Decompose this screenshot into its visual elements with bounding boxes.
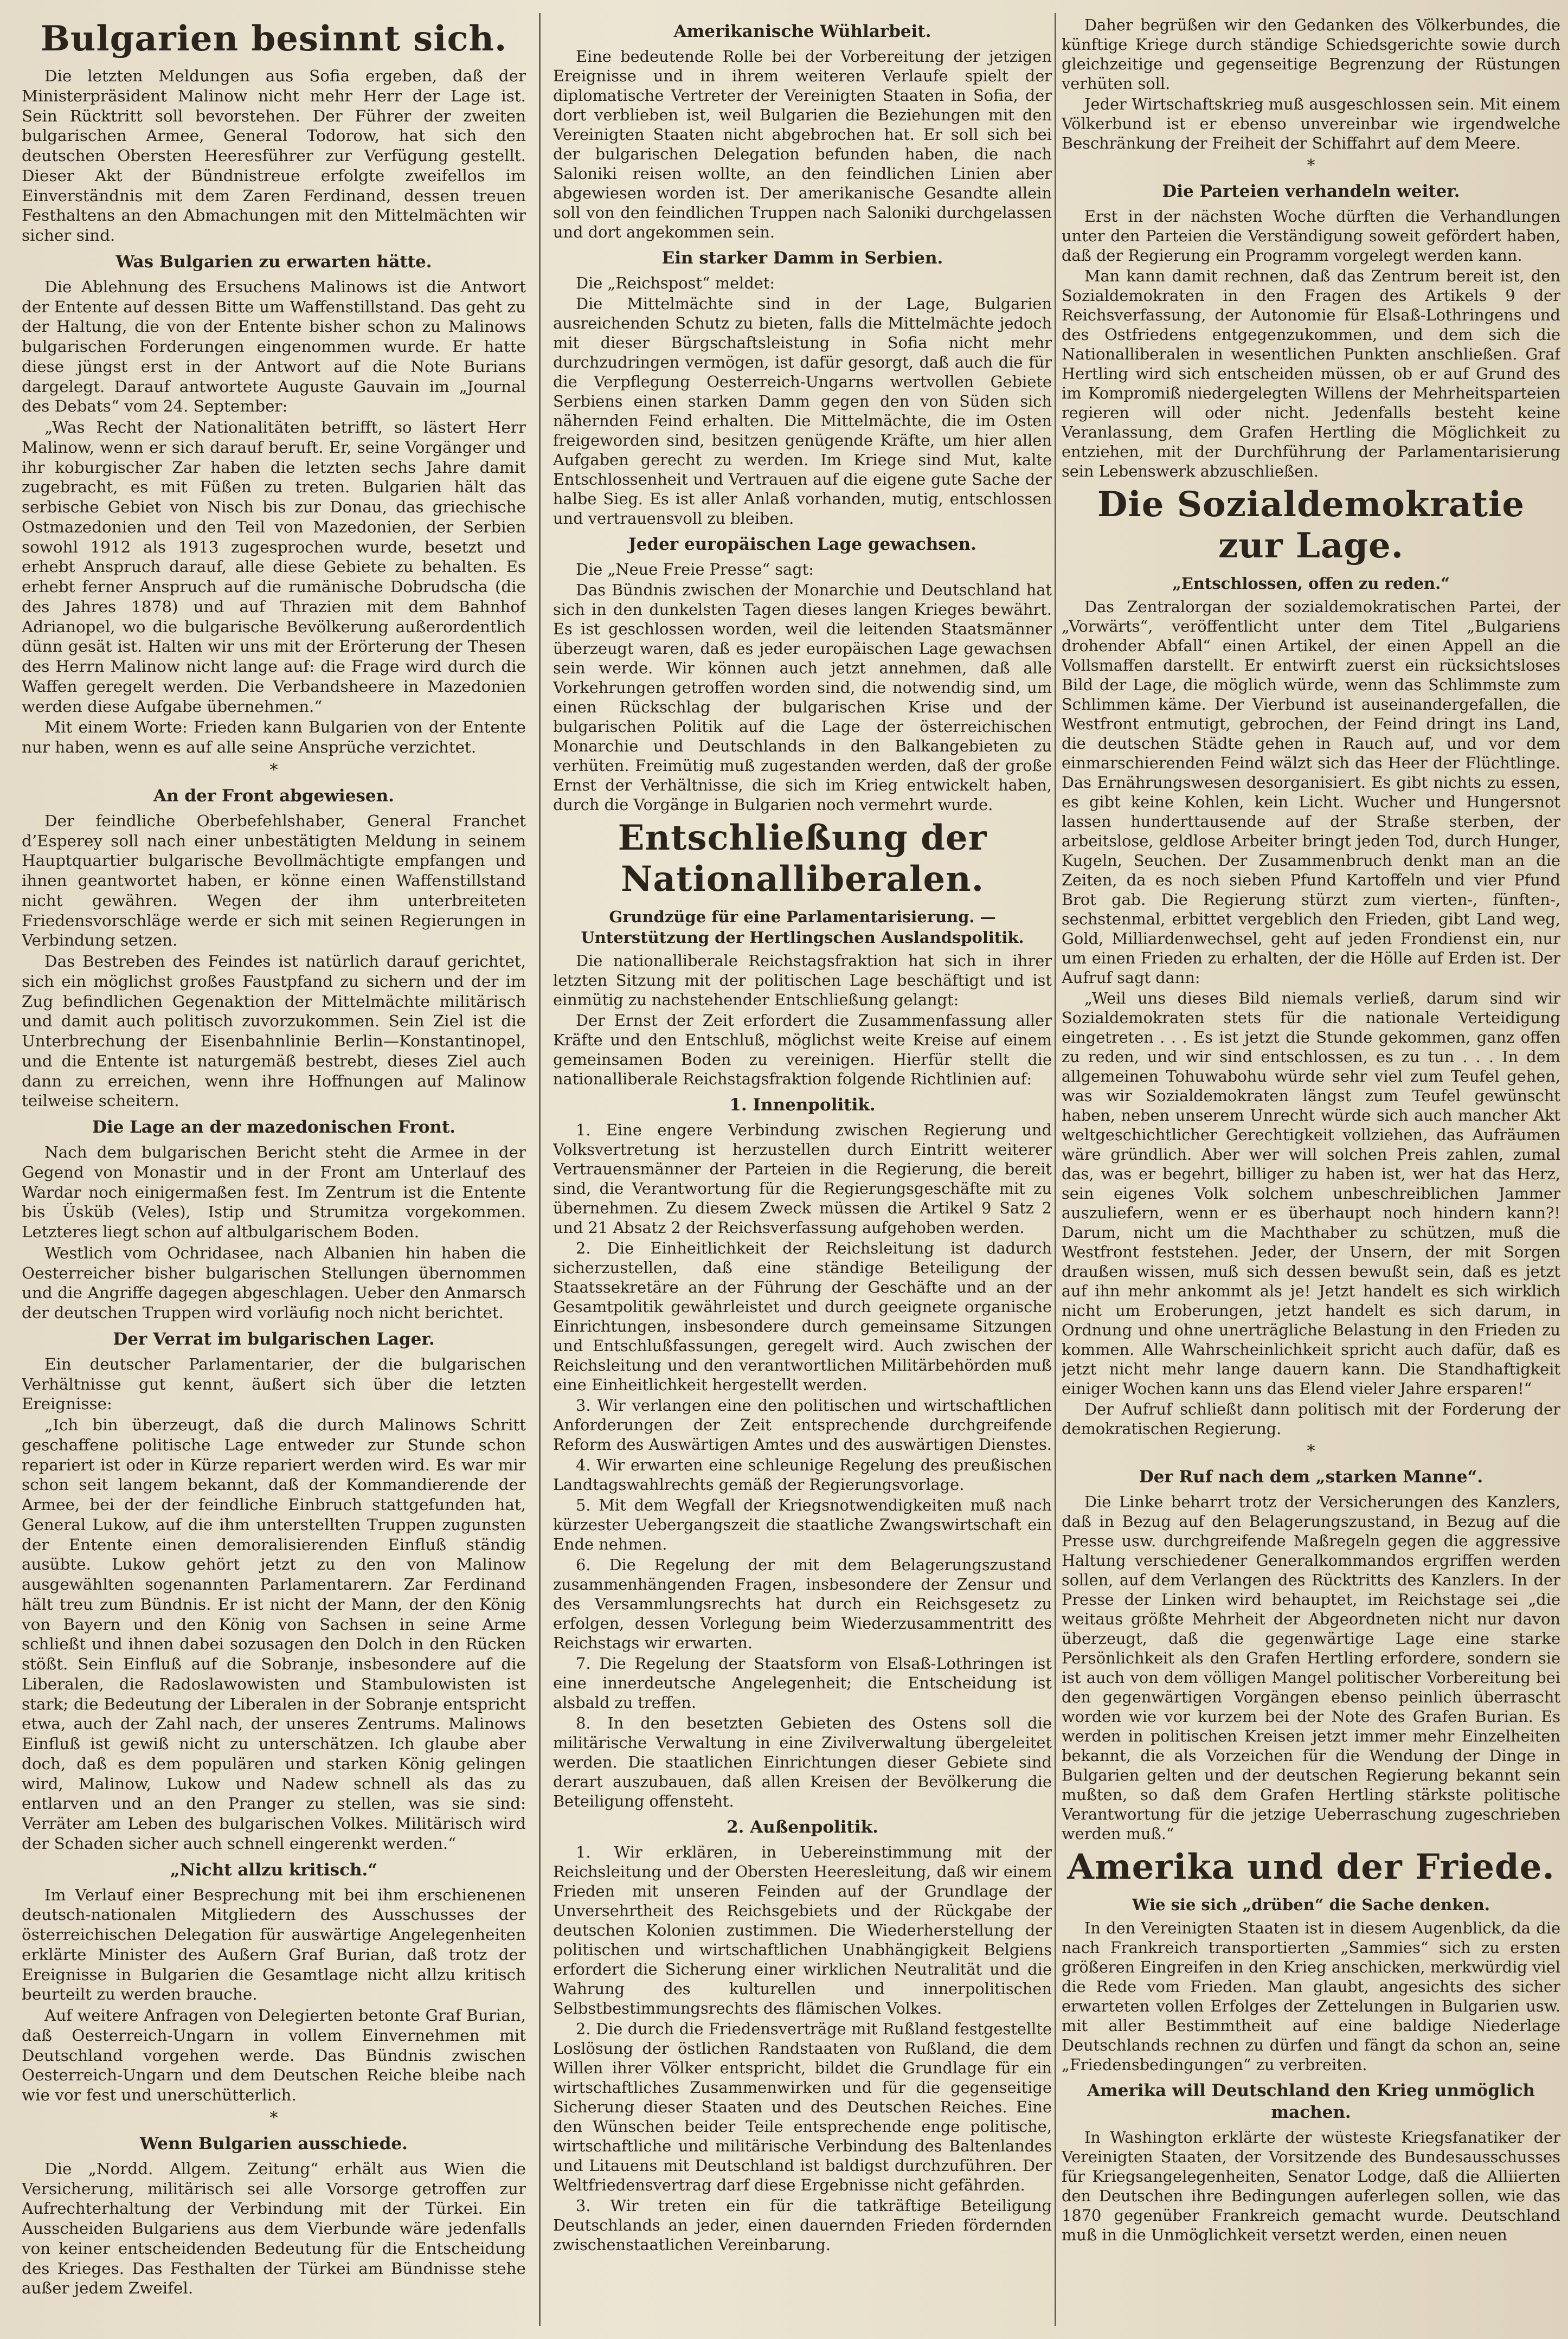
article-subtitle: Grundzüge für eine Parlamentarisierung. — Unterstützung der Hertlingschen Auslandspolitik.: [581, 908, 1024, 947]
body-paragraph: Die letzten Meldungen aus Sofia ergeben, daß der Ministerpräsident Malinow nicht mehr Herr der Lage ist. Sein Rücktritt soll bevorstehen. Der Führer der zweiten bulgarischen Armee, General Todorow, hat sich den deutschen Obersten Heeresführer zur Verfügung gestellt. Dieser Akt der Bündnistreue erfolgte zweifellos im Einverständnis mit dem Zaren Ferdinand, dessen treuen Festhaltens an den Abmachungen mit den Mittelmächten wir sicher sind.: [22, 67, 526, 245]
article-subtitle: Wie sie sich „drüben“ die Sache denken.: [1132, 1895, 1490, 1914]
body-paragraph: Die „Reichspost“ meldet:: [576, 274, 775, 292]
body-paragraph: 8. In den besetzten Gebieten des Ostens soll die militärische Verwaltung in eine Zivilverwaltung übergeleitet werden. Die staatlichen Einrichtungen dieser Gebiete sind derart auszubauen, daß allen Kreisen der Bevölkerung die Beteiligung offensteht.: [553, 1714, 1052, 1810]
section-separator: *: [269, 2108, 278, 2128]
body-paragraph: Der Aufruf schließt dann politisch mit der Forderung der demokratischen Regierung.: [1062, 1400, 1560, 1438]
article-subtitle: „Entschlossen, offen zu reden.“: [1172, 574, 1450, 593]
column-2: [553, 15, 1052, 2328]
section-heading: Die Lage an der mazedonischen Front.: [92, 1117, 456, 1137]
body-paragraph: 5. Mit dem Wegfall der Kriegsnotwendigkeiten muß nach kürzester Uebergangszeit die staatliche Zwangswirtschaft ein Ende nehmen.: [553, 1496, 1052, 1553]
body-paragraph: 2. Die Einheitlichkeit der Reichsleitung ist dadurch sicherzustellen, daß eine ständige Beteiligung der Staatssekretäre an der Führung der Geschäfte und an der Gesamtpolitik gewährleistet und durch geeignete organische Einrichtungen, insbesondere durch gemeinsame Sitzungen und Entschlußfassungen, geregelt wird. Auch zwischen der Reichsleitung und den verantwortlichen Militärbehörden muß eine Einheitlichkeit hergestellt werden.: [553, 1239, 1052, 1394]
body-paragraph: Die „Neue Freie Presse“ sagt:: [576, 560, 814, 579]
body-paragraph: „Was Recht der Nationalitäten betrifft, so lästert Herr Malinow, wenn er sich darauf beruft. Er, seine Vorgänger und ihr koburgischer Zar haben die letzten sechs Jahre damit zugebracht, es mit Füßen zu treten. Bulgarien hält das serbische Gebiet von Nisch bis zur Donau, das griechische Ostmazedonien und den Teil von Mazedonien, der Serbien sowohl 1912 als 1913 zugesprochen wurde, besetzt und erhebt Anspruch darauf, alle diese Gebiete zu behalten. Es erhebt ferner Anspruch auf die rumänische Dobrudscha (die des Jahres 1878) und auf Thrazien mit dem Bahnhof Adrianopel, wo die bulgarische Bevölkerung außerordentlich dünn gesät ist. Halten wir uns mit der Erörterung der Thesen des Herrn Malinow nicht lange auf: die Frage wird durch die Waffen geregelt werden. Die Verbandsheere in Mazedonien werden diese Aufgabe übernehmen.“: [22, 418, 526, 716]
body-paragraph: Westlich vom Ochridasee, nach Albanien hin haben die Oesterreicher bisher bulgarischen Stellungen übernommen und die Angriffe dagegen abgeschlagen. Ueber den Anmarsch der deutschen Truppen wird vorläufig noch nicht berichtet.: [22, 1243, 526, 1322]
article-headline: Die Sozialdemokratie zur Lage.: [1097, 484, 1525, 566]
body-paragraph: 1. Wir erklären, in Uebereinstimmung mit der Reichsleitung und der Obersten Heeresleitung, daß wir einem Frieden mit unseren Feinden auf der Grundlage der Unversehrtheit des Reichsgebiets und der Rückgabe der deutschen Kolonien zustimmen. Die Wiederherstellung der politischen und wirtschaftlichen Unabhängigkeit Belgiens erfordert die Sicherung einer wirklichen Neutralität und die Wahrung des kulturellen und innerpolitischen Selbstbestimmungsrechts des flämischen Volkes.: [553, 1843, 1052, 2017]
column-divider: [1055, 13, 1056, 2326]
body-paragraph: 4. Wir erwarten eine schleunige Regelung des preußischen Landtagswahlrechts gemäß der Regierungsvorlage.: [553, 1456, 1052, 1494]
body-paragraph: In den Vereinigten Staaten ist in diesem Augenblick, da die nach Frankreich transportierten „Sammies“ sich zu ersten größeren Eingreifen in den Krieg anschicken, merkwürdig viel die Rede vom Frieden. Man glaubt, angesichts des sicher erwarteten vollen Erfolges der Zettelungen in Bulgarien usw. mit aller Bestimmtheit auf eine baldige Niederlage Deutschlands rechnen zu dürfen und fängt da schon an, seine „Friedensbedingungen“ zu verbreiten.: [1062, 1919, 1560, 2074]
body-paragraph: 6. Die Regelung der mit dem Belagerungszustand zusammenhängenden Fragen, insbesondere der Zensur und des Versammlungsrechts hat durch ein Reichsgesetz zu erfolgen, dessen Vorlegung beim Wiederzusammentritt des Reichstags wir erwarten.: [553, 1556, 1052, 1652]
body-paragraph: Man kann damit rechnen, daß das Zentrum bereit ist, den Sozialdemokraten in den Fragen des Artikels 9 der Reichsverfassung, der Autonomie für Elsaß-Lothringens und des Ostfriedens entgegenzukommen, und dem sich die Nationalliberalen in wesentlichen Punkten anschließen. Graf Hertling wird sich entscheiden müssen, ob er auf Grund des im Kompromiß niedergelegten Willens der Mehrheitsparteien regieren will oder nicht. Jedenfalls besteht keine Veranlassung, dem Grafen Hertling die Möglichkeit zu entziehen, mit der Durchführung der Parlamentarisierung sein Lebenswerk abzuschließen.: [1062, 267, 1560, 480]
body-paragraph: Erst in der nächsten Woche dürften die Verhandlungen unter den Parteien die Verständigung soweit gefördert haben, daß der Regierung ein Programm vorgelegt werden kann.: [1062, 207, 1560, 265]
body-paragraph: Der Ernst der Zeit erfordert die Zusammenfassung aller Kräfte und den Entschluß, möglichst weite Kreise auf einem gemeinsamen Boden zu vereinigen. Hierfür stellt die nationalliberale Reichstagsfraktion folgende Richtlinien auf:: [553, 1011, 1052, 1088]
section-separator: *: [1307, 156, 1315, 175]
article-headline: Amerika und der Friede.: [1067, 1847, 1555, 1887]
section-heading: Wenn Bulgarien ausschiede.: [140, 2134, 408, 2154]
section-heading: Der Ruf nach dem „starken Manne“.: [1139, 1467, 1483, 1487]
section-heading: Jeder europäischen Lage gewachsen.: [628, 535, 976, 554]
section-heading: 1. Innenpolitik.: [729, 1095, 876, 1115]
body-paragraph: Auf weitere Anfragen von Delegierten betonte Graf Burian, daß Oesterreich-Ungarn in vollem Einvernehmen mit Deutschland vorgehen werde. Das Bündnis zwischen Oesterreich-Ungarn und dem Deutschen Reiche bleibe nach wie vor fest und unerschütterlich.: [22, 2006, 526, 2104]
section-heading: Die Parteien verhandeln weiter.: [1162, 182, 1460, 201]
column-3: [1062, 15, 1560, 2328]
body-paragraph: Der feindliche Oberbefehlshaber, General Franchet d’Esperey soll nach einer unbestätigten Meldung in seinem Hauptquartier bulgarische Bevollmächtigte empfangen und ihnen geantwortet haben, er könne einen Waffenstillstand nicht gewähren. Wegen der ihm unterbreiteten Friedensvorschläge werde er sich mit seinen Regierungen in Verbindung setzen.: [22, 811, 526, 950]
body-paragraph: Daher begrüßen wir den Gedanken des Völkerbundes, die künftige Kriege durch ständige Schiedsgerichte sowie durch gleichzeitige und gegenseitige Begrenzung der Rüstungen verhüten soll.: [1062, 16, 1560, 93]
body-paragraph: Mit einem Worte: Frieden kann Bulgarien von der Entente nur haben, wenn es auf alle seine Ansprüche verzichtet.: [22, 718, 526, 756]
body-paragraph: Die Linke beharrt trotz der Versicherungen des Kanzlers, daß in Bezug auf den Belagerungszustand, in Bezug auf die Presse usw. durchgreifende Maßregeln gegen die aggressive Haltung verschiedener Generalkommandos ergriffen werden sollen, auf dem Verlangen des Rücktritts des Kanzlers. In der Presse der Linken wird behauptet, im Reichstage sei „die weitaus größte Mehrheit der Abgeordneten nicht nur davon überzeugt, daß die gegenwärtige Lage eine starke Persönlichkeit als den Grafen Hertling erfordere, sondern sie ist auch von dem völligen Mangel politischer Vorbereitung bei den gegenwärtigen Vorgängen ebenso peinlich überrascht worden wie vor kurzem bei der Note des Grafen Burian. Es werden in politischen Kreisen jetzt immer mehr Einzelheiten bekannt, die als Vorzeichen für die Wendung der Dinge in Bulgarien gelten und der deutschen Regierung bekannt sein mußten, so daß dem Grafen Hertling stärkste politische Verantwortung für die jetzige Ueberraschung zugeschrieben werden muß.“: [1062, 1493, 1560, 1843]
body-paragraph: 3. Wir treten ein für die tatkräftige Beteiligung Deutschlands an jeder, einen dauernden Frieden fördernden zwischenstaatlichen Vereinbarung.: [553, 2196, 1052, 2254]
section-heading: Ein starker Damm in Serbien.: [661, 248, 943, 268]
section-heading: Amerikanische Wühlarbeit.: [673, 22, 931, 41]
body-paragraph: 2. Die durch die Friedensverträge mit Rußland festgestellte Loslösung der östlichen Randstaaten von Rußland, die dem Willen ihrer Völker entspricht, bildet die Grundlage für ein wirtschaftliches Zusammenwirken und für die gegenseitige Sicherung dieser Staaten und des Deutschen Reiches. Eine den Wünschen beider Teile entsprechende enge politische, wirtschaftliche und militärische Verbindung des Baltenlandes und Litauens mit Deutschland ist baldigst durchzuführen. Der Weltfriedensvertrag darf diese Ergebnisse nicht gefährden.: [553, 2020, 1052, 2194]
column-1: [22, 15, 526, 2328]
section-heading: Der Verrat im bulgarischen Lager.: [113, 1329, 435, 1349]
body-paragraph: Die Ablehnung des Ersuchens Malinows ist die Antwort der Entente auf dessen Bitte um Waffenstillstand. Das geht zu der Haltung, die von der Entente bisher schon zu Malinows bulgarischen Forderungen eingenommen wurde. Er hatte diese jüngst erst in der Antwort auf die Note Burians dargelegt. Darauf antwortete Auguste Gauvain im „Journal des Debats“ vom 24. September:: [22, 277, 526, 416]
section-heading: 2. Außenpolitik.: [727, 1817, 878, 1837]
article-headline: Entschließung der Nationalliberalen.: [618, 818, 987, 899]
section-separator: *: [269, 760, 278, 780]
body-paragraph: In Washington erklärte der wüsteste Kriegsfanatiker der Vereinigten Staaten, der Vorsitzende des Bundesausschusses für Kriegsangelegenheiten, Senator Lodge, daß die Alliierten den Deutschen ihre Bedingungen auferlegen sollen, wie das 1870 gegenüber Frankreich gemacht wurde. Deutschland muß in die Unmöglichkeit versetzt werden, einen neuen: [1062, 2128, 1560, 2244]
body-paragraph: 7. Die Regelung der Staatsform von Elsaß-Lothringen ist eine innerdeutsche Angelegenheit; die Entscheidung ist alsbald zu treffen.: [553, 1654, 1052, 1712]
body-paragraph: Das Zentralorgan der sozialdemokratischen Partei, der „Vorwärts“, veröffentlicht unter dem Titel „Bulgariens drohender Abfall“ einen Artikel, der einen Appell an die Vollsmaffen darstellt. Er entwirft zuerst ein rücksichtsloses Bild der Lage, die möglich würde, wenn das Schlimmste zum Schlimmen käme. Der Vierbund ist auseinandergefallen, die Westfront entmutigt, gebrochen, der Feind dringt ins Land, die deutschen Städte gehen in Rauch auf, und vor dem einmarschierenden Feind wälzt sich das Heer der Flüchtlinge. Das Ernährungswesen desorganisiert. Es gibt nichts zu essen, es gibt keine Kohlen, kein Licht. Wucher und Hungersnot lassen hunderttausende auf der Straße sterben, der arbeitslose, geldlose Arbeiter bringt jeden Tod, durch Hunger, Kugeln, Seuchen. Der Zusammenbruch denkt man an die Zeiten, da es noch sieben Pfund Kartoffeln und vier Pfund Brot gab. Die Regierung stürzt zum vierten-, fünften-, sechstenmal, erbittet vergeblich den Frieden, gibt Land weg, Gold, Milliardenwechsel, geht auf jeden Frondienst ein, nur um einen Frieden zu erhalten, der die Hölle auf Erden ist. Der Aufruf sagt dann:: [1062, 597, 1560, 987]
body-paragraph: Im Verlauf einer Besprechung mit bei ihm erschienenen deutsch-nationalen Mitgliedern des Ausschusses der österreichischen Delegation für auswärtige Angelegenheiten erklärte Minister des Außern Graf Burian, daß trotz der Ereignisse in Bulgarien die Gesamtlage nicht allzu kritisch beurteilt zu werden brauche.: [22, 1885, 526, 2004]
section-heading: „Nicht allzu kritisch.“: [170, 1860, 378, 1880]
section-heading: An der Front abgewiesen.: [153, 786, 394, 806]
body-paragraph: Die Mittelmächte sind in der Lage, Bulgarien ausreichenden Schutz zu bieten, falls die Mittelmächte jedoch mit dieser Bürgschaftsleistung in Sofia nicht mehr durchzudringen vermögen, ist dafür gesorgt, daß auch die für die Verpflegung Oesterreich-Ungarns wertvollen Gebiete Serbiens einen starken Damm gegen den von Süden sich nähernden Feind erhalten. Die Mittelmächte, die im Osten freigeworden sind, besitzen genügende Kräfte, um hier allen Aufgaben gerecht zu werden. Im Kriege sind Mut, kalte Entschlossenheit und Vertrauen auf die eigene gute Sache der halbe Sieg. Es ist aller Anlaß vorhanden, mutig, entschlossen und vertrauensvoll zu bleiben.: [553, 294, 1052, 528]
body-paragraph: 3. Wir verlangen eine den politischen und wirtschaftlichen Anforderungen der Zeit entsprechende durchgreifende Reform des Auswärtigen Amtes und des auswärtigen Dienstes.: [553, 1396, 1052, 1454]
column-divider: [539, 13, 541, 2326]
body-paragraph: Nach dem bulgarischen Bericht steht die Armee in der Gegend von Monastir und in der Front am Unterlauf des Wardar noch einigermaßen fest. Im Zentrum ist die Entente bis Üsküb (Veles), Istip und Strumitza vorgekommen. Letzteres liegt schon auf altbulgarischem Boden.: [22, 1143, 526, 1241]
body-paragraph: Das Bestreben des Feindes ist natürlich darauf gerichtet, sich ein möglichst großes Faustpfand zu sichern und der im Zug befindlichen Gegenaktion der Mittelmächte militärisch und damit auch politisch zuvorzukommen. Sein Ziel ist die Unterbrechung der Eisenbahnlinie Berlin—Konstantinopel, und die Entente ist naturgemäß bestrebt, dieses Ziel auch dann zu erreichen, wenn ihre Hoffnungen auf Malinow teilweise scheitern.: [22, 952, 526, 1110]
body-paragraph: Jeder Wirtschaftskrieg muß ausgeschlossen sein. Mit einem Völkerbund ist er ebenso unvereinbar wie irgendwelche Beschränkung der Freiheit der Schiffahrt auf dem Meere.: [1062, 95, 1560, 152]
body-paragraph: „Ich bin überzeugt, daß die durch Malinows Schritt geschaffene politische Lage entweder zur Stunde schon repariert ist oder in Kürze repariert werden wird. Es war mir schon seit langem bekannt, daß der Kommandierende der Armee, bei der der feindliche Einbruch stattgefunden hat, General Lukow, auf die ihm unterstellten Truppen zugunsten der Entente einen demoralisierenden Einfluß ständig ausübte. Lukow gehört jetzt zu den von Malinow ausgewählten sogenannten Parlamentarern. Zar Ferdinand hält treu zum Bündnis. Er ist nicht der Mann, der den König von Bayern und den König von Sachsen in seine Arme schließt und ihnen dabei sozusagen den Dolch in den Rücken stößt. Sein Einfluß auf die Sobranje, insbesondere auf die Liberalen, die Radoslawowisten und Stambulowisten ist stark; die Bedeutung der Liberalen in der Sobranje entspricht etwa, auch der Zahl nach, der unseres Zentrums. Malinows Einfluß ist gewiß nicht zu unterschätzen. Ich glaube aber doch, daß es dem populären und starken König gelingen wird, Malinow, Lukow und Nadew schnell als das zu entlarven und an den Pranger zu stellen, was sie sind: Verräter am Leben des bulgarischen Volkes. Militärisch wird der Schaden sicher auch schnell eingerenkt werden.“: [22, 1416, 526, 1853]
body-paragraph: Die nationalliberale Reichstagsfraktion hat sich in ihrer letzten Sitzung mit der politischen Lage beschäftigt und ist einmütig zu nachstehender Entschließung gelangt:: [553, 952, 1052, 1009]
body-paragraph: Das Bündnis zwischen der Monarchie und Deutschland hat sich in den dunkelsten Tagen dieses langen Krieges bewährt. Es ist geschlossen worden, weil die leitenden Staatsmänner überzeugt waren, daß es jeder europäischen Lage gewachsen sein werde. Wir können auch jetzt annehmen, daß alle Vorkehrungen getroffen worden sind, die notwendig sind, um einen Rückschlag der bulgarischen Krise und der bulgarischen Politik auf die Lage der österreichischen Monarchie und Deutschlands in den Balkangebieten zu verhüten. Freimütig muß zugestanden werden, daß der große Ernst der Verhältnisse, die sich im Krieg entwickelt haben, durch die Vorgänge in Bulgarien noch vermehrt wurde.: [553, 581, 1052, 814]
body-paragraph: Eine bedeutende Rolle bei der Vorbereitung der jetzigen Ereignisse und in ihrem weiteren Verlaufe spielt der diplomatische Vertreter der Vereinigten Staaten in Sofia, der dort verblieben ist, weil Bulgarien die Beziehungen mit den Vereinigten Staaten nicht abgebrochen hat. Er soll sich bei der bulgarischen Delegation befunden haben, die nach Saloniki reisen wollte, an den feindlichen Linien aber abgewiesen worden ist. Der amerikanische Gesandte allein soll von den feindlichen Truppen nach Saloniki durchgelassen und dort angekommen sein.: [553, 47, 1052, 241]
body-paragraph: Ein deutscher Parlamentarier, der die bulgarischen Verhältnisse gut kennt, äußert sich über die letzten Ereignisse:: [22, 1354, 526, 1413]
section-heading: Was Bulgarien zu erwarten hätte.: [115, 252, 432, 272]
body-paragraph: „Weil uns dieses Bild niemals verließ, darum sind wir Sozialdemokraten stets für die nationale Verteidigung eingetreten . . . Es ist jetzt die Stunde gekommen, ganz offen zu reden, und wir sind entschlossen, es zu tun . . . In dem allgemeinen Tohuwabohu würde sehr viel zum Teufel gehen, was wir Sozialdemokraten längst zum Teufel gewünscht haben, neben unserem Unrecht würde sich auch mancher Akt weltgeschichtlicher Gerechtigkeit vollziehen, das Aufräumen wäre gründlich. Aber wer will solchen Preis zahlen, zumal das, was er begehrt, billiger zu haben ist, wer hat das Herz, sein eigenes Volk solchem unbeschreiblichen Jammer auszuliefern, wenn er es überhaupt noch hindern kann?! Darum, nicht um die Machthaber zu schützen, muß die Westfront feststehen. Jeder, der Unsern, der mit Sorgen draußen wissen, muß sich dessen bewußt sein, daß es jetzt auf ihn mehr ankommt als je! Jetzt handelt es sich wirklich nicht um Eroberungen, jetzt handelt es sich darum, in Ordnung und ohne unerträgliche Belastung in den Frieden zu kommen. Alle Wahrscheinlichkeit spricht auch dafür, daß es jetzt nicht mehr lange dauern kann. Die Standhaftigkeit einiger Wochen kann uns das Elend vieler Jahre ersparen!“: [1062, 989, 1560, 1398]
body-paragraph: Die „Nordd. Allgem. Zeitung“ erhält aus Wien die Versicherung, militärisch sei alle Vorsorge getroffen zur Aufrechterhaltung der Verbindung mit der Türkei. Ein Ausscheiden Bulgariens aus dem Vierbunde wäre jedenfalls von keiner entscheidenden Bedeutung für die Entscheidung des Krieges. Das Festhalten der Türkei am Bündnisse stehe außer jedem Zweifel.: [22, 2159, 526, 2298]
body-paragraph: 1. Eine engere Verbindung zwischen Regierung und Volksvertretung ist herzustellen durch Eintritt weiterer Vertrauensmänner der Parteien in die Regierung, die bereit sind, die Verantwortung für die Regierungsgeschäfte mit zu übernehmen. Zu diesem Zweck müssen die Artikel 9 Satz 2 und 21 Absatz 2 der Reichsverfassung aufgehoben werden.: [553, 1121, 1052, 1237]
section-separator: *: [1307, 1442, 1315, 1461]
article-headline: Bulgarien besinnt sich.: [40, 18, 507, 59]
section-heading: Amerika will Deutschland den Krieg unmöglich machen.: [1087, 2081, 1535, 2122]
